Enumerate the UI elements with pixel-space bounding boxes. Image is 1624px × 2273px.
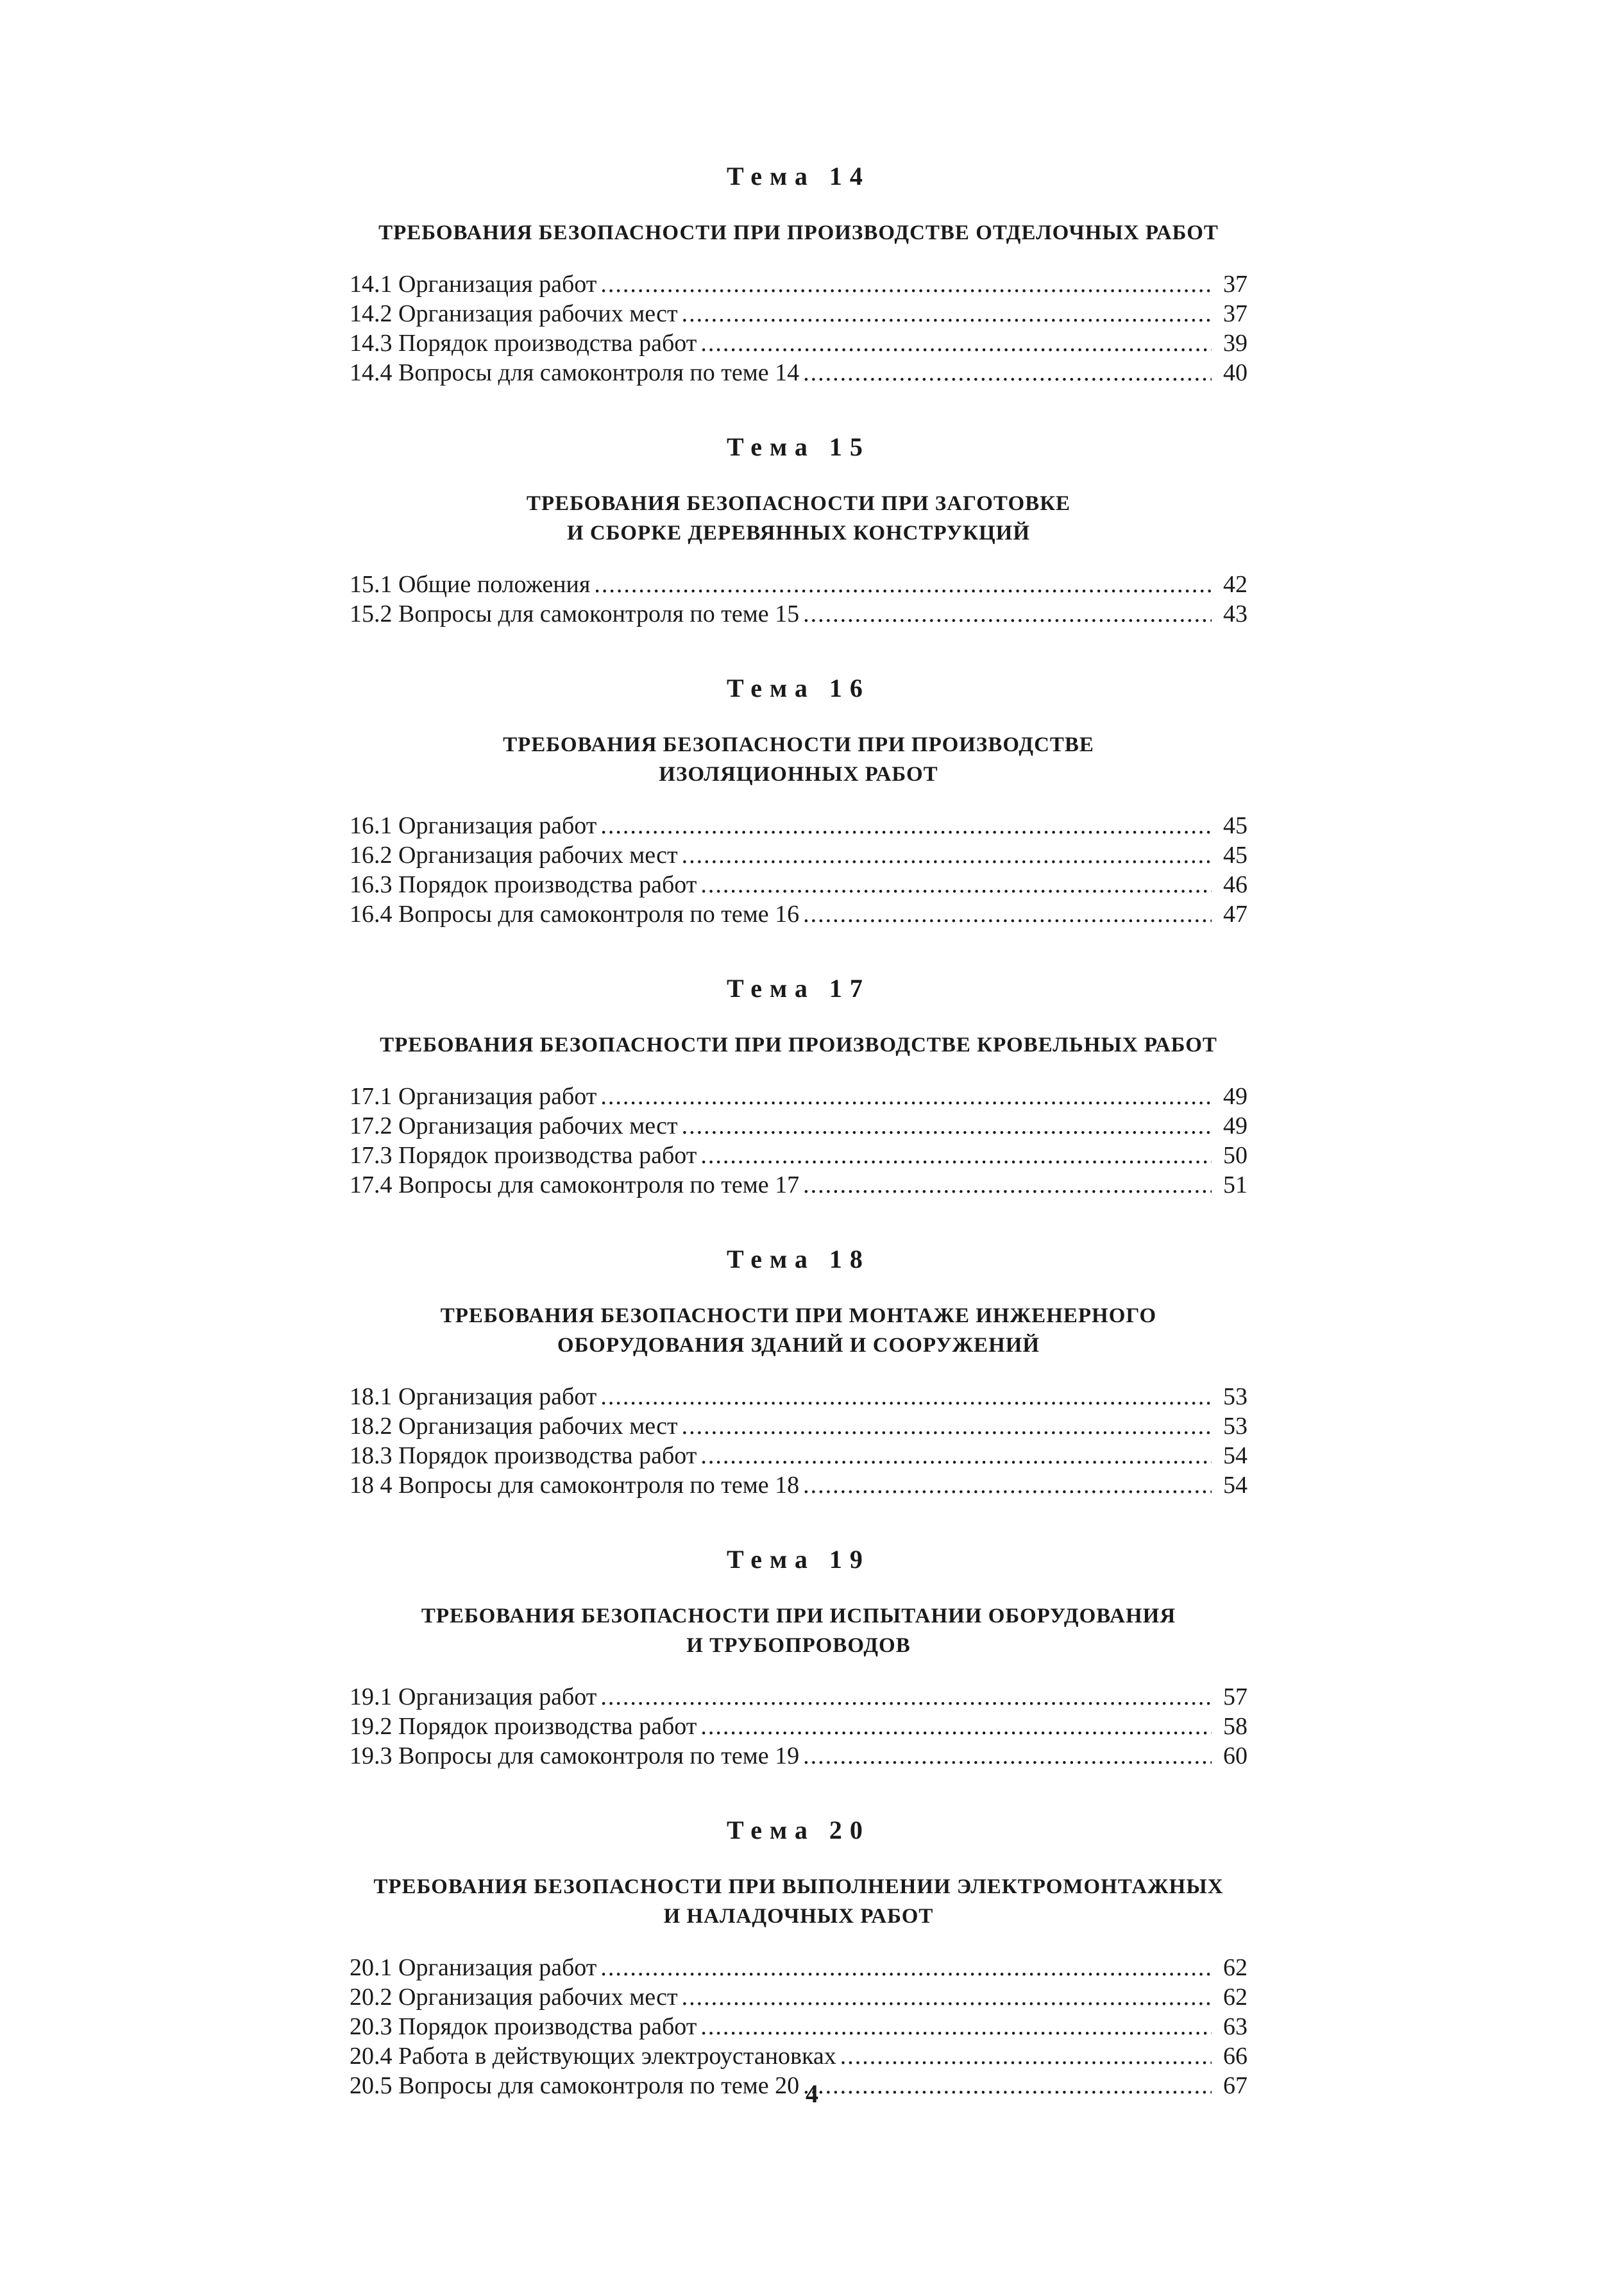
toc-entry-page: 57 xyxy=(1223,1683,1248,1710)
toc-entry-page: 54 xyxy=(1223,1472,1248,1499)
dot-leader xyxy=(803,1170,1212,1200)
toc-entry-label: 17.1 Организация работ xyxy=(350,1083,597,1110)
toc-entry-page: 40 xyxy=(1223,359,1248,386)
toc-entry-page: 58 xyxy=(1223,1713,1248,1740)
theme-section xyxy=(350,672,1248,929)
toc-entry[interactable] xyxy=(350,599,1248,629)
theme-heading: Тема 19 xyxy=(727,1545,870,1574)
toc-entry-label: 15.1 Общие положения xyxy=(350,571,591,598)
theme-title xyxy=(350,730,1248,789)
toc-entry[interactable] xyxy=(350,1411,1248,1441)
toc-entry[interactable] xyxy=(350,840,1248,870)
theme-title xyxy=(350,1872,1248,1931)
toc-entry-label: 19.2 Порядок производства работ xyxy=(350,1713,697,1740)
toc-entry[interactable] xyxy=(350,2012,1248,2041)
theme-heading: Тема 14 xyxy=(727,162,870,191)
table-of-contents xyxy=(350,160,1248,2144)
toc-entry[interactable] xyxy=(350,1682,1248,1712)
theme-section xyxy=(350,1243,1248,1500)
toc-entry-label: 20.3 Порядок производства работ xyxy=(350,2013,697,2040)
theme-title xyxy=(350,1601,1248,1660)
theme-title xyxy=(350,218,1248,248)
theme-heading: Тема 18 xyxy=(727,1245,870,1273)
dot-leader xyxy=(600,1682,1212,1712)
toc-entry-page: 54 xyxy=(1223,1442,1248,1469)
toc-entry[interactable] xyxy=(350,1470,1248,1500)
theme-title-line: ТРЕБОВАНИЯ БЕЗОПАСНОСТИ ПРИ ИСПЫТАНИИ ОБОРУДОВАНИЯ xyxy=(421,1605,1176,1628)
dot-leader xyxy=(700,2012,1212,2041)
dot-leader xyxy=(840,2041,1212,2071)
toc-entry-label: 15.2 Вопросы для самоконтроля по теме 15 xyxy=(350,600,800,627)
theme-section xyxy=(350,431,1248,629)
theme-title-line: ТРЕБОВАНИЯ БЕЗОПАСНОСТИ ПРИ ВЫПОЛНЕНИИ ЭЛЕКТРОМОНТАЖНЫХ xyxy=(373,1875,1224,1898)
dot-leader xyxy=(803,358,1212,387)
toc-entry-page: 53 xyxy=(1223,1413,1248,1440)
toc-entry-label: 20.1 Организация работ xyxy=(350,1954,597,1981)
toc-entry-page: 42 xyxy=(1223,571,1248,598)
toc-entry[interactable] xyxy=(350,269,1248,299)
toc-entry-page: 66 xyxy=(1223,2043,1248,2070)
toc-entry-label: 20.4 Работа в действующих электроустановках xyxy=(350,2043,836,2070)
dot-leader xyxy=(700,328,1212,358)
toc-entry-page: 60 xyxy=(1223,1742,1248,1769)
toc-entry-page: 47 xyxy=(1223,901,1248,928)
entry-list xyxy=(350,1382,1248,1500)
toc-entry-label: 14.2 Организация рабочих мест xyxy=(350,300,678,327)
toc-entry-label: 14.4 Вопросы для самоконтроля по теме 14 xyxy=(350,359,800,386)
theme-heading: Тема 15 xyxy=(727,432,870,461)
theme-title xyxy=(350,489,1248,548)
theme-title-line: ТРЕБОВАНИЯ БЕЗОПАСНОСТИ ПРИ МОНТАЖЕ ИНЖЕНЕРНОГО xyxy=(440,1304,1157,1327)
dot-leader xyxy=(700,870,1212,899)
theme-heading: Тема 20 xyxy=(727,1816,870,1844)
theme-section xyxy=(350,1814,1248,2100)
toc-entry-label: 18.2 Организация рабочих мест xyxy=(350,1413,678,1440)
toc-entry[interactable] xyxy=(350,1141,1248,1170)
theme-title-line: ТРЕБОВАНИЯ БЕЗОПАСНОСТИ ПРИ ПРОИЗВОДСТВЕ xyxy=(503,733,1094,756)
dot-leader xyxy=(600,1953,1212,1982)
toc-entry[interactable] xyxy=(350,328,1248,358)
theme-title xyxy=(350,1030,1248,1060)
toc-entry-label: 16.4 Вопросы для самоконтроля по теме 16 xyxy=(350,901,800,928)
toc-entry[interactable] xyxy=(350,358,1248,387)
dot-leader xyxy=(594,570,1212,599)
dot-leader xyxy=(682,1982,1212,2012)
toc-entry-label: 20.2 Организация рабочих мест xyxy=(350,1984,678,2011)
toc-entry-label: 16.1 Организация работ xyxy=(350,812,597,839)
toc-entry-page: 45 xyxy=(1223,812,1248,839)
toc-entry[interactable] xyxy=(350,1170,1248,1200)
theme-title-line: ИЗОЛЯЦИОННЫХ РАБОТ xyxy=(659,763,938,786)
theme-title xyxy=(350,1301,1248,1360)
toc-entry-label: 16.3 Порядок производства работ xyxy=(350,871,697,898)
toc-entry[interactable] xyxy=(350,1712,1248,1741)
dot-leader xyxy=(600,1382,1212,1411)
theme-title-line: ТРЕБОВАНИЯ БЕЗОПАСНОСТИ ПРИ ПРОИЗВОДСТВЕ КРОВЕЛЬНЫХ РАБОТ xyxy=(380,1034,1217,1057)
toc-entry-label: 19.1 Организация работ xyxy=(350,1683,597,1710)
toc-entry-label: 14.1 Организация работ xyxy=(350,271,597,298)
toc-entry[interactable] xyxy=(350,1982,1248,2012)
theme-section xyxy=(350,160,1248,387)
toc-entry-page: 51 xyxy=(1223,1171,1248,1198)
toc-entry-label: 16.2 Организация рабочих мест xyxy=(350,842,678,869)
toc-entry[interactable] xyxy=(350,811,1248,840)
dot-leader xyxy=(803,1470,1212,1500)
toc-entry-page: 62 xyxy=(1223,1984,1248,2011)
theme-section xyxy=(350,973,1248,1200)
dot-leader xyxy=(803,899,1212,929)
toc-entry-page: 39 xyxy=(1223,330,1248,357)
toc-entry[interactable] xyxy=(350,1441,1248,1470)
theme-heading: Тема 16 xyxy=(727,674,870,702)
toc-entry-page: 37 xyxy=(1223,271,1248,298)
toc-entry[interactable] xyxy=(350,570,1248,599)
toc-entry-page: 53 xyxy=(1223,1383,1248,1410)
dot-leader xyxy=(700,1712,1212,1741)
theme-title-line: И ТРУБОПРОВОДОВ xyxy=(686,1634,911,1657)
theme-title-line: ТРЕБОВАНИЯ БЕЗОПАСНОСТИ ПРИ ЗАГОТОВКЕ xyxy=(526,492,1071,515)
page-number: 4 xyxy=(806,2079,818,2108)
theme-title-line: И СБОРКЕ ДЕРЕВЯННЫХ КОНСТРУКЦИЙ xyxy=(566,522,1031,545)
entry-list xyxy=(350,811,1248,929)
dot-leader xyxy=(600,811,1212,840)
toc-entry-label: 20.5 Вопросы для самоконтроля по теме 20 xyxy=(350,2072,800,2099)
dot-leader xyxy=(682,1411,1212,1441)
toc-entry[interactable] xyxy=(350,1382,1248,1411)
toc-entry-page: 43 xyxy=(1223,600,1248,627)
toc-entry-label: 18.3 Порядок производства работ xyxy=(350,1442,697,1469)
dot-leader xyxy=(700,1141,1212,1170)
dot-leader xyxy=(682,1111,1212,1141)
toc-entry[interactable] xyxy=(350,2041,1248,2071)
toc-entry-page: 37 xyxy=(1223,300,1248,327)
theme-title-line: И НАЛАДОЧНЫХ РАБОТ xyxy=(663,1905,934,1928)
dot-leader xyxy=(682,299,1212,328)
entry-list xyxy=(350,269,1248,387)
dot-leader xyxy=(600,1082,1212,1111)
theme-section xyxy=(350,1544,1248,1771)
theme-title-line: ОБОРУДОВАНИЯ ЗДАНИЙ И СООРУЖЕНИЙ xyxy=(557,1334,1040,1357)
toc-entry[interactable] xyxy=(350,299,1248,328)
toc-entry-label: 18 4 Вопросы для самоконтроля по теме 18 xyxy=(350,1472,800,1499)
toc-entry-label: 17.2 Организация рабочих мест xyxy=(350,1112,678,1139)
toc-entry-page: 63 xyxy=(1223,2013,1248,2040)
toc-entry-label: 17.4 Вопросы для самоконтроля по теме 17 xyxy=(350,1171,800,1198)
entry-list xyxy=(350,1682,1248,1771)
toc-entry-label: 14.3 Порядок производства работ xyxy=(350,330,697,357)
toc-entry-page: 46 xyxy=(1223,871,1248,898)
entry-list xyxy=(350,1082,1248,1200)
toc-entry-page: 62 xyxy=(1223,1954,1248,1981)
toc-entry[interactable] xyxy=(350,1953,1248,1982)
dot-leader xyxy=(600,269,1212,299)
toc-entry[interactable] xyxy=(350,899,1248,929)
toc-entry-label: 19.3 Вопросы для самоконтроля по теме 19 xyxy=(350,1742,800,1769)
toc-entry[interactable] xyxy=(350,1741,1248,1771)
toc-entry-label: 18.1 Организация работ xyxy=(350,1383,597,1410)
entry-list xyxy=(350,570,1248,629)
toc-entry-page: 49 xyxy=(1223,1112,1248,1139)
theme-heading: Тема 17 xyxy=(727,974,870,1003)
toc-entry-page: 45 xyxy=(1223,842,1248,869)
toc-entry-page: 67 xyxy=(1223,2072,1248,2099)
toc-entry[interactable] xyxy=(350,1082,1248,1111)
toc-entry-page: 50 xyxy=(1223,1142,1248,1169)
toc-entry[interactable] xyxy=(350,870,1248,899)
dot-leader xyxy=(682,840,1212,870)
toc-entry-label: 17.3 Порядок производства работ xyxy=(350,1142,697,1169)
dot-leader xyxy=(803,1741,1212,1771)
theme-title-line: ТРЕБОВАНИЯ БЕЗОПАСНОСТИ ПРИ ПРОИЗВОДСТВЕ ОТДЕЛОЧНЫХ РАБОТ xyxy=(378,221,1219,244)
toc-entry-page: 49 xyxy=(1223,1083,1248,1110)
dot-leader xyxy=(803,599,1212,629)
toc-entry[interactable] xyxy=(350,1111,1248,1141)
dot-leader xyxy=(700,1441,1212,1470)
